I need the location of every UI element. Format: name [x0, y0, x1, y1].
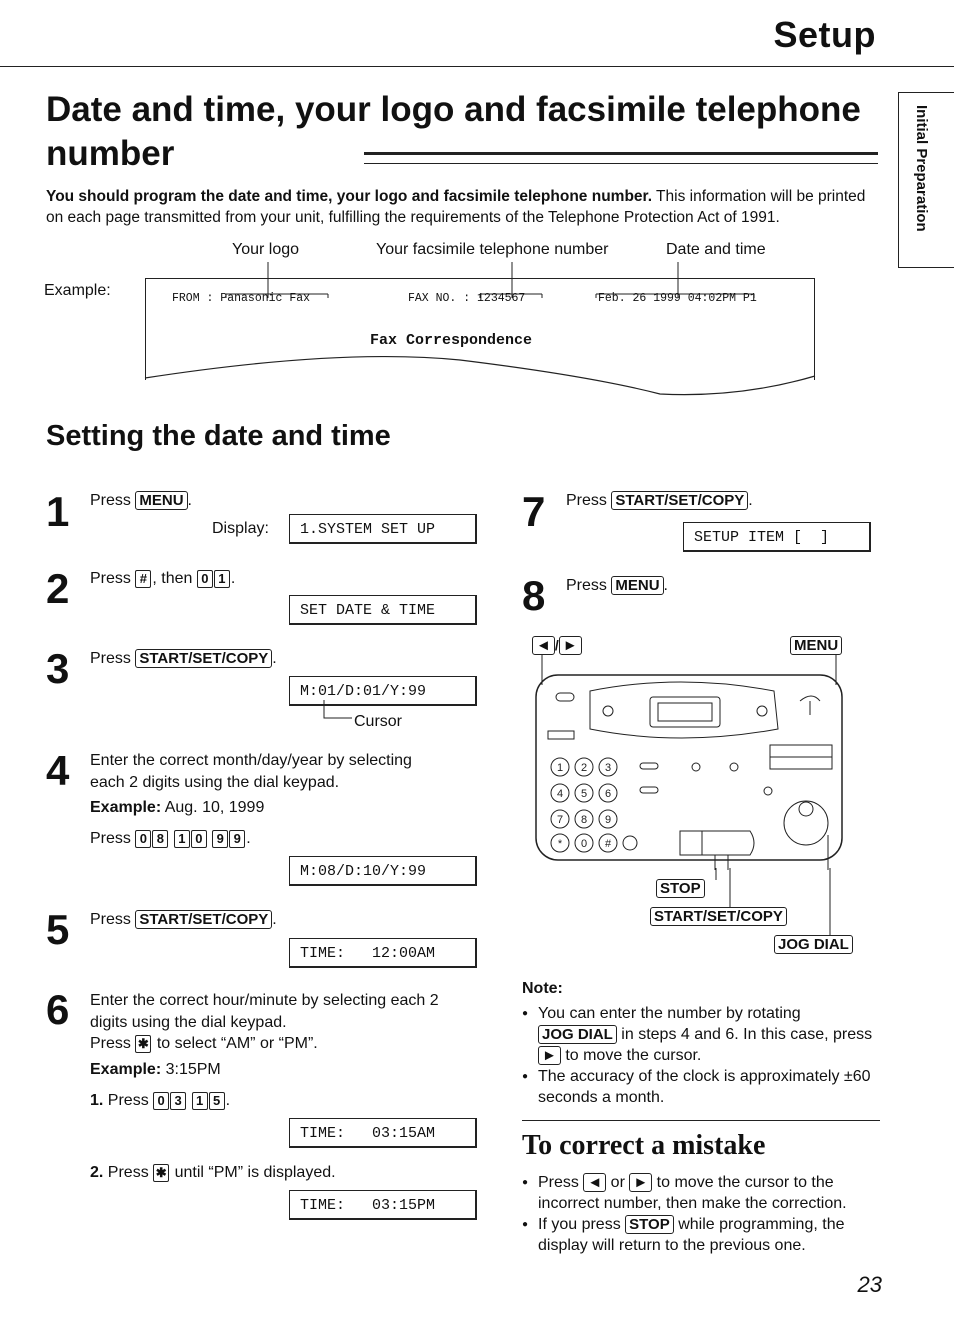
arrow-keys-label: ◄ / ► [532, 636, 582, 655]
key-2-glyph: 2 [580, 762, 588, 774]
fax-number: FAX NO. : 1234567 [408, 292, 526, 305]
star-key: ✱ [135, 1035, 151, 1053]
step-1-press: Press [90, 492, 131, 509]
step-6-example [90, 1059, 221, 1081]
example-label-bold: Example: [90, 1061, 162, 1078]
note-item-1 [522, 1003, 882, 1066]
key-1: 1 [214, 570, 230, 588]
step-8-press: Press [566, 577, 607, 594]
step-2-number: 2 [46, 565, 70, 612]
step-5-text: Press START/SET/COPY . [90, 911, 277, 928]
step-6-display-2: TIME: 03:15PM [289, 1190, 477, 1220]
step-8-text: Press MENU . [566, 577, 668, 594]
example-date: Aug. 10, 1999 [164, 799, 265, 816]
side-tab [898, 92, 954, 268]
step-7-display: SETUP ITEM [ ] [683, 522, 871, 552]
step-6-press: Press [90, 1035, 131, 1052]
star-key: ✱ [153, 1164, 169, 1182]
jog-dial-key: JOG DIAL [774, 935, 853, 954]
note-title: Note: [522, 980, 563, 997]
step-7-text: Press START/SET/COPY . [566, 492, 753, 509]
key-star-glyph: * [557, 838, 563, 850]
step-2-then: , then [152, 570, 193, 587]
step-4-press: Press [90, 830, 131, 847]
key-0: 0 [153, 1092, 169, 1110]
step-5-press: Press [90, 911, 131, 928]
mistake-1-text: to move the cursor to the incorrect number, then make the correction. [538, 1174, 847, 1212]
header-rule [0, 66, 954, 67]
key-8: 8 [152, 830, 168, 848]
menu-key: MENU [790, 636, 842, 655]
start-set-copy-key: START/SET/COPY [611, 491, 748, 510]
right-arrow-key: ► [629, 1173, 652, 1192]
jog-dial-key: JOG DIAL [538, 1025, 617, 1044]
step-4-example [90, 797, 264, 819]
key-1: 1 [192, 1092, 208, 1110]
step-2-text: Press # , then 0 1 . [90, 570, 236, 587]
note-list [522, 1003, 882, 1108]
mistake-list [522, 1172, 882, 1256]
step-6-star-text: to select “AM” or “PM”. [156, 1035, 318, 1052]
key-3: 3 [170, 1092, 186, 1110]
sub-step-1-number: 1. [90, 1092, 104, 1109]
note-divider [522, 1120, 880, 1121]
step-3-number: 3 [46, 645, 70, 692]
left-arrow-key: ◄ [583, 1173, 606, 1192]
key-7-glyph: 7 [556, 814, 564, 826]
fax-date: Feb. 26 1999 04:02PM P1 [598, 292, 757, 305]
key-8-glyph: 8 [580, 814, 588, 826]
fax-device-illustration [530, 655, 850, 870]
mistake-1-press: Press [538, 1174, 579, 1191]
note-1-text-b: in steps 4 and 6. In this case, press [621, 1026, 873, 1043]
key-9-glyph: 9 [604, 814, 612, 826]
example-time: 3:15PM [165, 1061, 221, 1078]
step-1-number: 1 [46, 488, 70, 535]
note-1-text-a: You can enter the number by rotating [538, 1005, 801, 1022]
intro-bold: You should program the date and time, your logo and facsimile telephone number. [46, 188, 653, 205]
key-4-glyph: 4 [556, 788, 564, 800]
key-hash-glyph: # [604, 838, 612, 850]
page-header-title: Setup [773, 14, 876, 55]
device-start-label [650, 907, 787, 926]
right-arrow-key: ► [538, 1046, 561, 1065]
key-1-glyph: 1 [556, 762, 564, 774]
step-1-display: 1.SYSTEM SET UP [289, 514, 477, 544]
key-5: 5 [209, 1092, 225, 1110]
step-6-sub2 [90, 1162, 336, 1184]
step-2-display: SET DATE & TIME [289, 595, 477, 625]
step-4-keys: Press 0 8 1 0 9 9 . [90, 830, 251, 847]
step-6-star [90, 1033, 318, 1055]
callout-number: Your facsimile telephone number [376, 241, 609, 258]
step-3-display: M:01/D:01/Y:99 [289, 676, 477, 706]
note-1-text-c: to move the cursor. [565, 1047, 702, 1064]
sub-step-1-press: Press [107, 1092, 149, 1109]
device-stop-label [656, 879, 705, 898]
callout-date: Date and time [666, 241, 766, 258]
step-7-number: 7 [522, 488, 546, 535]
key-9: 9 [212, 830, 228, 848]
stop-key: STOP [625, 1215, 674, 1234]
menu-key: MENU [611, 576, 663, 595]
start-set-copy-key: START/SET/COPY [650, 907, 787, 926]
step-7-press: Press [566, 492, 607, 509]
mistake-item-2 [522, 1214, 882, 1256]
example-label-bold: Example: [90, 799, 162, 816]
device-jog-label [774, 935, 853, 954]
key-0: 0 [191, 830, 207, 848]
mistake-title: To correct a mistake [522, 1130, 766, 1161]
key-6-glyph: 6 [604, 788, 612, 800]
step-5-display: TIME: 12:00AM [289, 938, 477, 968]
stop-key: STOP [656, 879, 705, 898]
step-3-text: Press START/SET/COPY . [90, 650, 277, 667]
display-label: Display: [212, 520, 269, 537]
step-4-text: Enter the correct month/day/year by selecting each 2 digits using the dial keypad. [90, 752, 412, 791]
step-6-number: 6 [46, 986, 70, 1033]
sub-step-2-press: Press [107, 1164, 149, 1181]
key-9: 9 [229, 830, 245, 848]
side-tab-label: Initial Preparation [913, 105, 930, 232]
step-6-sub1: 1. Press 0 3 1 5 . [90, 1092, 231, 1109]
step-4-number: 4 [46, 747, 70, 794]
page-number: 23 [857, 1272, 882, 1297]
mistake-1-or: or [610, 1174, 625, 1191]
section-title: Setting the date and time [46, 420, 391, 452]
mistake-2-text-b: while programming, the display will return to the previous one. [538, 1216, 845, 1254]
key-0-glyph: 0 [580, 838, 588, 850]
fax-body: Fax Correspondence [370, 332, 533, 349]
menu-key: MENU [135, 491, 187, 510]
start-set-copy-key: START/SET/COPY [135, 910, 272, 929]
mistake-item-1 [522, 1172, 882, 1214]
sub-step-2-number: 2. [90, 1164, 104, 1181]
right-arrow-key: ► [559, 636, 582, 655]
mistake-2-text-a: If you press [538, 1216, 621, 1233]
key-5-glyph: 5 [580, 788, 588, 800]
key-1: 1 [174, 830, 190, 848]
key-3-glyph: 3 [604, 762, 612, 774]
sub-step-2-text: until “PM” is displayed. [174, 1164, 336, 1181]
hash-key: # [135, 570, 151, 588]
start-set-copy-key: START/SET/COPY [135, 649, 272, 668]
callout-logo: Your logo [232, 241, 300, 258]
note-item-2 [522, 1066, 882, 1108]
intro-rest: This information will be printed on each page transmitted from your unit, fulfilling the requirements of the Telephone Protection Act of 1991. [46, 188, 866, 226]
device-menu-label [790, 636, 842, 655]
title-rule [364, 152, 878, 164]
step-8-number: 8 [522, 572, 546, 619]
step-6-text: Enter the correct hour/minute by selecting each 2 digits using the dial keypad. [90, 992, 439, 1031]
cursor-pointer [318, 700, 358, 726]
main-title: Date and time, your logo and facsimile telephone number [46, 90, 861, 173]
fax-sample-lines [140, 258, 820, 403]
key-0: 0 [197, 570, 213, 588]
left-arrow-key: ◄ [532, 636, 555, 655]
step-3-press: Press [90, 650, 131, 667]
note-2-text: The accuracy of the clock is approximately ±60 seconds a month. [538, 1068, 871, 1106]
cursor-label: Cursor [354, 713, 403, 730]
step-4-display: M:08/D:10/Y:99 [289, 856, 477, 886]
step-2-press: Press [90, 570, 131, 587]
callout-lines [600, 868, 840, 944]
fax-from: FROM : Panasonic Fax [172, 292, 311, 305]
step-5-number: 5 [46, 906, 70, 953]
intro-paragraph [46, 186, 886, 228]
key-0: 0 [135, 830, 151, 848]
step-1-text: Press MENU . [90, 492, 192, 509]
example-label: Example: [44, 282, 111, 299]
step-6-display-1: TIME: 03:15AM [289, 1118, 477, 1148]
